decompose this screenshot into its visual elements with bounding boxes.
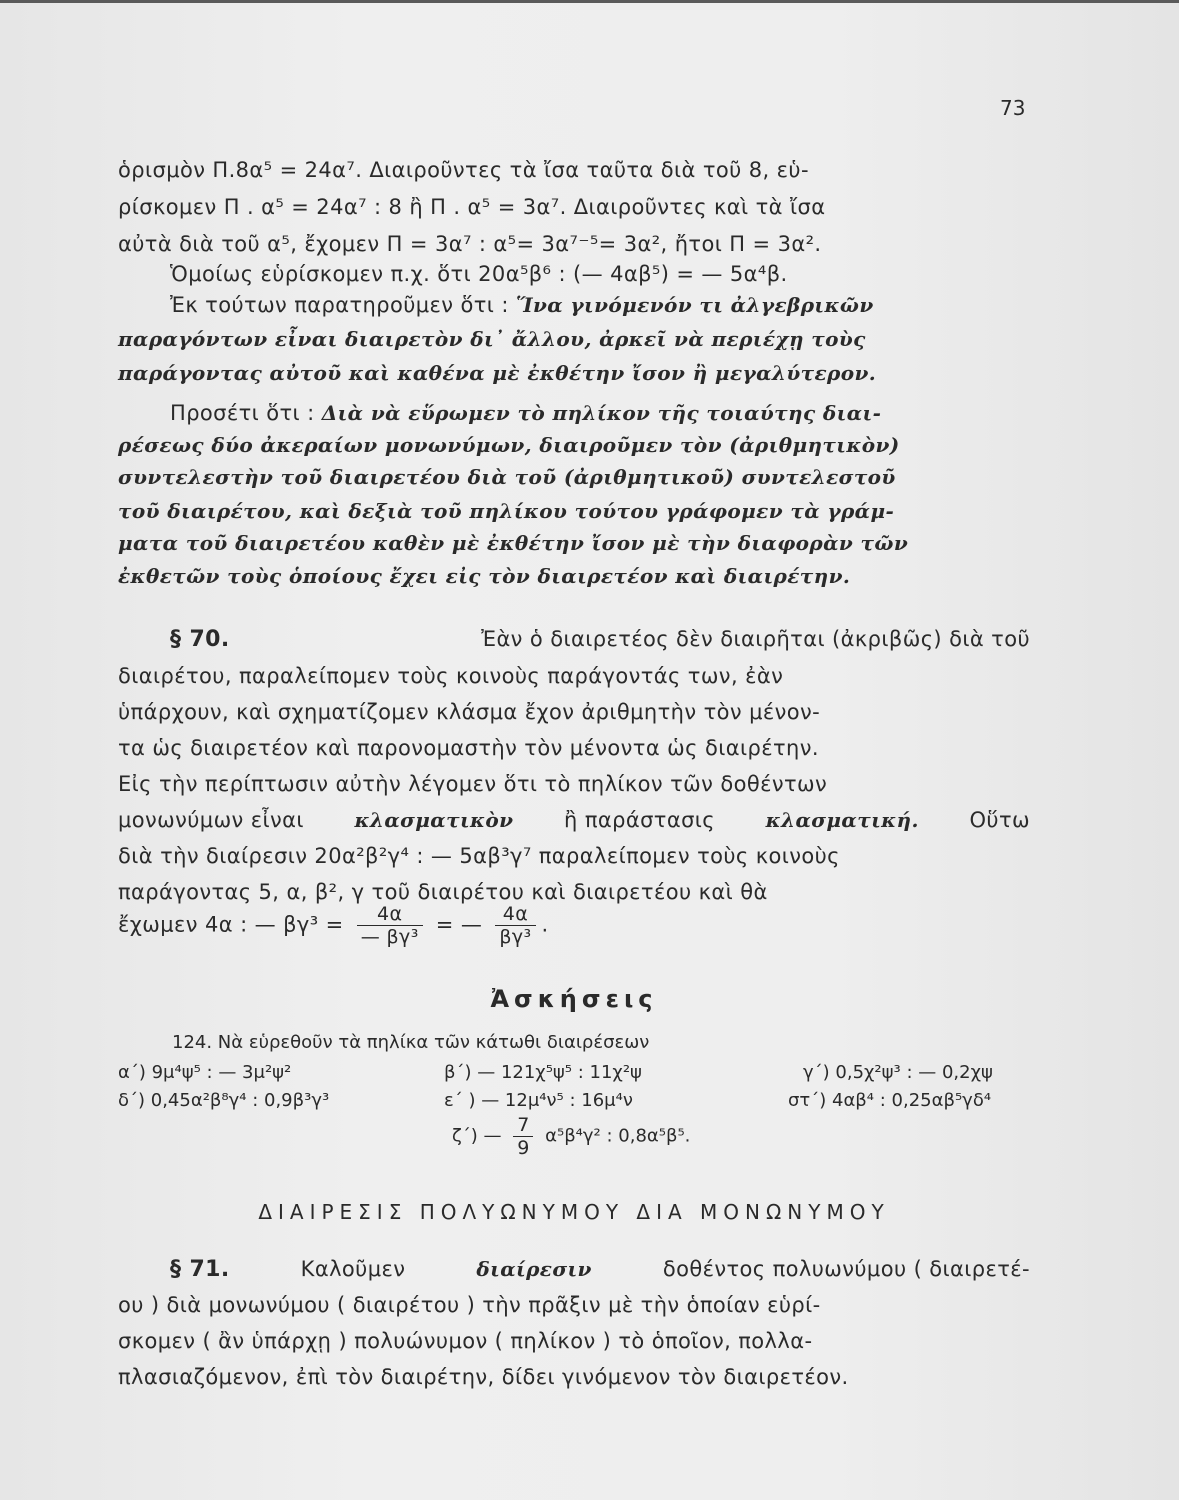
rule-text: Ἵνα γινόμενόν τι ἀλγεβρικῶν <box>515 293 874 317</box>
text-line: σκομεν ( ἂν ὑπάρχῃ ) πολυώνυμον ( πηλίκον ) τὸ ὁποῖον, πολλα- <box>118 1329 813 1353</box>
exercise-item <box>452 1114 690 1159</box>
text-span: Καλοῦμεν <box>300 1257 406 1281</box>
fraction-numerator: 4α <box>357 903 423 926</box>
fraction <box>513 1114 533 1159</box>
text-line: ὁρισμὸν Π.8α⁵ = 24α⁷. Διαιροῦντες τὰ ἴσα ταῦτα διὰ τοῦ 8, εὑ- <box>118 158 809 182</box>
rule-line: παραγόντων εἶναι διαιρετὸν δι᾽ ἄλλου, ἀρκεῖ νὰ περιέχῃ τοὺς <box>118 327 866 351</box>
section-71-label: § 71. <box>170 1257 230 1282</box>
exercise-item: στ΄) 4αβ⁴ : 0,25αβ⁵γδ⁴ <box>788 1090 992 1111</box>
term-fractional: κλασματική. <box>765 808 919 832</box>
fraction-denominator: 9 <box>517 1137 530 1159</box>
text-line: διαιρέτου, παραλείπομεν τοὺς κοινοὺς παράγοντάς των, ἐὰν <box>118 664 784 688</box>
text-line <box>118 808 1030 832</box>
exercise-item: δ΄) 0,45α²β⁸γ⁴ : 0,9β³γ³ <box>118 1090 330 1111</box>
equation-mid: = — <box>435 912 483 937</box>
fraction-numerator: 7 <box>513 1114 533 1137</box>
exercise-item: γ΄) 0,5χ²ψ³ : — 0,2χψ <box>803 1062 993 1083</box>
text-line: ὑπάρχουν, καὶ σχηματίζομεν κλάσμα ἔχον ἀριθμητὴν τὸν μένον- <box>118 700 821 724</box>
equation-line <box>118 903 549 948</box>
para2-start: Ἐκ τούτων παρατηροῦμεν ὅτι : <box>170 293 509 317</box>
fraction-denominator: — βγ³ <box>360 926 419 948</box>
text-line: Ὁμοίως εὑρίσκομεν π.χ. ὅτι 20α⁵β⁶ : (— 4αβ⁵) = — 5α⁴β. <box>170 262 788 286</box>
rule-text: Διὰ νὰ εὕρωμεν τὸ πηλίκον τῆς τοιαύτης διαι- <box>321 401 882 425</box>
text-line: παράγοντας 5, α, β², γ τοῦ διαιρέτου καὶ διαιρετέου καὶ θὰ <box>118 880 768 904</box>
section-70-label: § 70. <box>170 627 230 652</box>
fraction-numerator: 4α <box>495 903 535 926</box>
text-line: πλασιαζόμενον, ἐπὶ τὸν διαιρέτην, δίδει γινόμενον τὸν διαιρετέον. <box>118 1365 849 1389</box>
page-number: 73 <box>1000 96 1026 120</box>
term-division: διαίρεσιν <box>476 1257 592 1281</box>
text-line: αὐτὰ διὰ τοῦ α⁵, ἔχομεν Π = 3α⁷ : α⁵= 3α⁷⁻⁵= 3α², ἤτοι Π = 3α². <box>118 232 822 256</box>
rule-line: τοῦ διαιρέτου, καὶ δεξιὰ τοῦ πηλίκου τούτου γράφομεν τὰ γράμ- <box>118 499 895 523</box>
fraction-denominator: βγ³ <box>499 926 532 948</box>
text-line <box>170 293 874 317</box>
rule-line: ματα τοῦ διαιρετέου καθὲν μὲ ἐκθέτην ἴσον μὲ τὴν διαφορὰν τῶν <box>118 531 909 555</box>
text-span: ἢ παράστασις <box>564 808 716 832</box>
text-line: Εἰς τὴν περίπτωσιν αὐτὴν λέγομεν ὅτι τὸ πηλίκον τῶν δοθέντων <box>118 772 828 796</box>
exercises-title: Ἀσκήσεις <box>490 985 658 1013</box>
text-span: μονωνύμων εἶναι <box>118 808 304 832</box>
equation-end: . <box>541 912 549 937</box>
text-line: ρίσκομεν Π . α⁵ = 24α⁷ : 8 ἢ Π . α⁵ = 3α⁷. Διαιροῦντες καὶ τὰ ἴσα <box>118 195 826 219</box>
section-heading: ΔΙΑΙΡΕΣΙΣ ΠΟΛΥΩΝΥΜΟΥ ΔΙΑ ΜΟΝΩΝΥΜΟΥ <box>258 1200 890 1224</box>
page-top-edge <box>0 0 1179 3</box>
text-line: διὰ τὴν διαίρεσιν 20α²β²γ⁴ : — 5αβ³γ⁷ παραλείπομεν τοὺς κοινοὺς <box>118 844 840 868</box>
text-span: Οὕτω <box>969 808 1030 832</box>
term-fractional: κλασματικὸν <box>354 808 514 832</box>
fraction <box>357 903 423 948</box>
equation-lead: ἔχωμεν 4α : — βγ³ = <box>118 912 344 937</box>
rule-line: συντελεστὴν τοῦ διαιρετέου διὰ τοῦ (ἀριθμητικοῦ) συντελεστοῦ <box>118 465 896 489</box>
para3-start: Προσέτι ὅτι : <box>170 401 315 425</box>
text-line: ου ) διὰ μονωνύμου ( διαιρέτου ) τὴν πρᾶξιν μὲ τὴν ὁποίαν εὑρί- <box>118 1293 821 1317</box>
exercise-expression: α⁵β⁴γ² : 0,8α⁵β⁵. <box>545 1125 691 1147</box>
rule-line: παράγοντας αὐτοῦ καὶ καθένα μὲ ἐκθέτην ἴσον ἢ μεγαλύτερον. <box>118 361 877 385</box>
exercise-item: α΄) 9μ⁴ψ⁵ : — 3μ²ψ² <box>118 1062 292 1083</box>
exercise-item: β΄) — 121χ⁵ψ⁵ : 11χ²ψ <box>444 1062 642 1083</box>
exercise-intro: 124. Νὰ εὑρεθοῦν τὰ πηλίκα τῶν κάτωθι διαιρέσεων <box>172 1032 650 1053</box>
section-70-line <box>170 627 1030 652</box>
section-71-line <box>170 1257 1030 1282</box>
text-line: τα ὡς διαιρετέον καὶ παρονομαστὴν τὸν μένοντα ὡς διαιρέτην. <box>118 736 819 760</box>
rule-line: ἐκθετῶν τοὺς ὁποίους ἔχει εἰς τὸν διαιρετέον καὶ διαιρέτην. <box>118 564 851 588</box>
fraction <box>495 903 535 948</box>
section-70-text: Ἐὰν ὁ διαιρετέος δὲν διαιρῆται (ἀκριβῶς) διὰ τοῦ <box>481 627 1030 651</box>
rule-line: ρέσεως δύο ἀκεραίων μονωνύμων, διαιροῦμεν τὸν (ἀριθμητικὸν) <box>118 433 900 457</box>
exercise-item: ε΄ ) — 12μ⁴ν⁵ : 16μ⁴ν <box>444 1090 633 1111</box>
text-line <box>170 401 881 425</box>
text-span: δοθέντος πολυωνύμου ( διαιρετέ- <box>662 1257 1030 1281</box>
exercise-label: ζ΄) — <box>452 1125 502 1147</box>
